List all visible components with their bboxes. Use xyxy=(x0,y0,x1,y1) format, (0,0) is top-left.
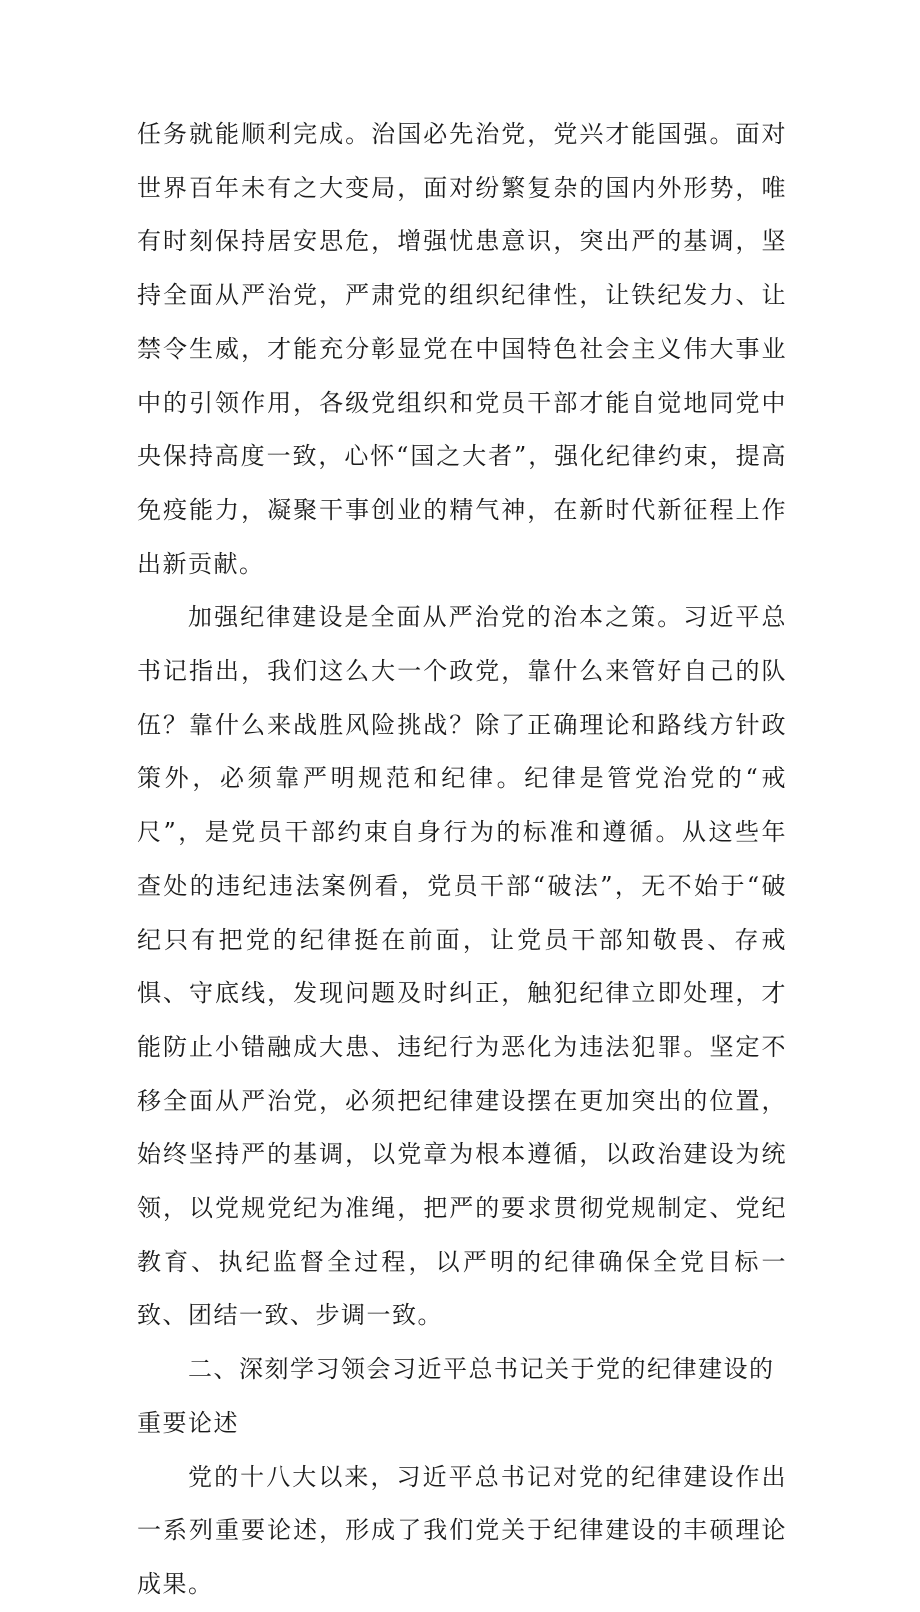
document-body xyxy=(137,108,787,1612)
paragraph-discipline-building: 加强纪律建设是全面从严治党的治本之策。习近平总书记指出，我们这么大一个政党，靠什么来管好自己的队伍？靠什么来战胜风险挑战？除了正确理论和路线方针政策外，必须靠严明规范和纪律。纪律是管党治党的“戒尺”，是党员干部约束自身行为的标准和遵循。从这些年查处的违纪违法案例看，党员干部“破法”，无不始于“破纪只有把党的纪律挺在前面，让党员干部知敬畏、存戒惧、守底线，发现问题及时纠正，触犯纪律立即处理，才能防止小错融成大患、违纪行为恶化为违法犯罪。坚定不移全面从严治党，必须把纪律建设摆在更加突出的位置，始终坚持严的基调，以党章为根本遵循，以政治建设为统领，以党规党纪为准绳，把严的要求贯彻党规制定、党纪教育、执纪监督全过程，以严明的纪律确保全党目标一致、团结一致、步调一致。 xyxy=(137,603,787,1330)
paragraph-continuation: 任务就能顺利完成。治国必先治党，党兴才能国强。面对世界百年未有之大变局，面对纷繁复杂的国内外形势，唯有时刻保持居安思危，增强忧患意识，突出严的基调，坚持全面从严治党，严肃党的组织纪律性，让铁纪发力、让禁令生威，才能充分彰显党在中国特色社会主义伟大事业中的引领作用，各级党组织和党员干部才能自觉地同党中央保持高度一致，心怀“国之大者”，强化纪律约束，提高免疫能力，凝聚干事创业的精气神，在新时代新征程上作出新贡献。 xyxy=(137,120,787,578)
section-heading-two: 二、深刻学习领会习近平总书记关于党的纪律建设的重要论述 xyxy=(137,1355,775,1437)
paragraph-theory-results: 党的十八大以来，习近平总书记对党的纪律建设作出一系列重要论述，形成了我们党关于纪律建设的丰硕理论成果。 xyxy=(137,1462,787,1598)
